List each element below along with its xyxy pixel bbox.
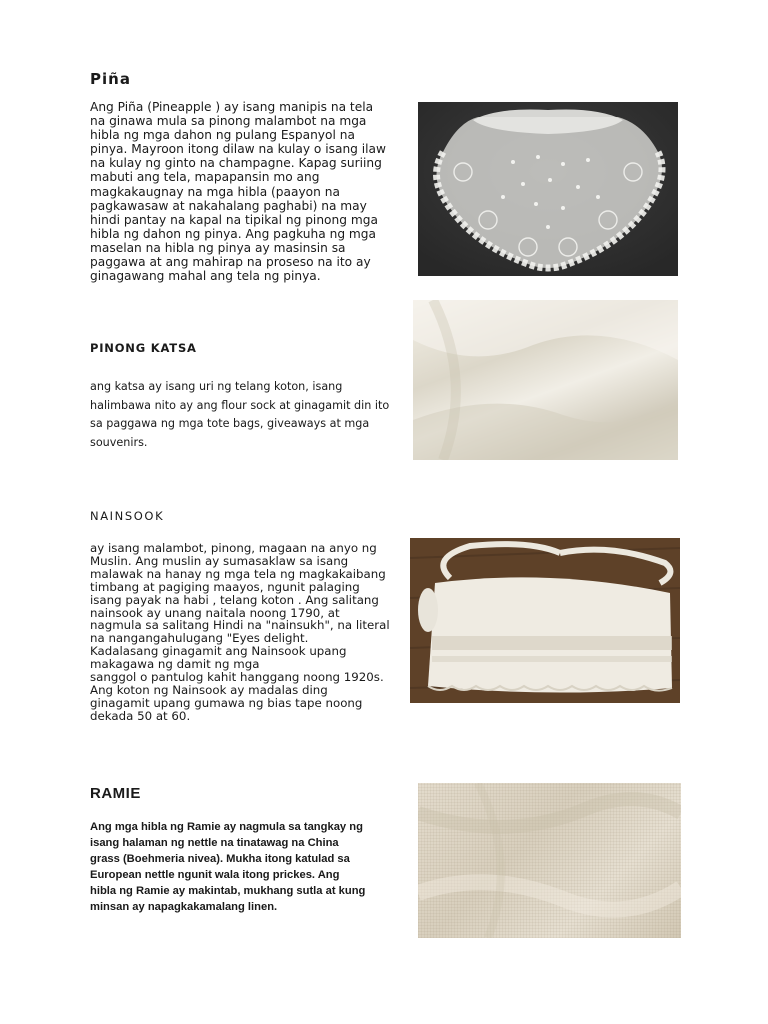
linen-fabric-photo <box>418 783 681 938</box>
pina-heading: Piña <box>90 70 131 88</box>
apron-photo <box>410 538 680 703</box>
embroidered-collar-photo <box>418 102 678 276</box>
nainsook-description: ay isang malambot, pinong, magaan na anyo ng Muslin. Ang muslin ay sumasaklaw sa isang malawak na hanay ng mga tela ng magkakaibang timbang at pagiging maayos, ngunit palaging isang payak na habi , telang koton . Ang salitang nainsook ay unang naitala noong 1790, at nagmula sa salitang Hindi na "nainsukh", na literal na nangangahulugang "Eyes delight. Kadalasang ginagamit ang Nainsook upang makagawa ng damit ng mga sanggol o pantulog kahit hanggang noong 1920s. Ang koton ng Nainsook ay madalas ding ginagamit upang gumawa ng bias tape noong dekada 50 at 60. <box>90 541 390 723</box>
pina-description: Ang Piña (Pineapple ) ay isang manipis na tela na ginawa mula sa pinong malambot na mga hibla ng mga dahon ng pulang Espanyol na pinya. Mayroon itong dilaw na kulay o isang ilaw na kulay ng ginto na champagne. Kapag suriing mabuti ang tela, mapapansin mo ang magkakaugnay na mga hibla (paayon na pagkawasaw at nakahalang paghabi) na may hindi pantay na kapal na tipikal ng pinong mga hibla ng dahon ng pinya. Ang pagkuha ng mga maselan na hibla ng pinya ay masinsin sa paggawa at ang mahirap na proseso na ito ay ginagawang mahal ang tela ng pinya. <box>90 100 386 284</box>
katsa-heading: PINONG KATSA <box>90 341 197 355</box>
nainsook-heading: NAINSOOK <box>90 509 165 523</box>
ramie-heading: RAMIE <box>90 785 141 802</box>
ramie-description: Ang mga hibla ng Ramie ay nagmula sa tangkay ng isang halaman ng nettle na tinatawag na China grass (Boehmeria nivea). Mukha itong katulad sa European nettle ngunit wala itong prickes. Ang hibla ng Ramie ay makintab, mukhang sutla at kung minsan ay napagkakamalang linen. <box>90 821 366 913</box>
katsa-description: ang katsa ay isang uri ng telang koton, isang halimbawa nito ay ang flour sock at ginagamit din ito sa paggawa ng mga tote bags, giveaways at mga souvenirs. <box>90 380 390 449</box>
cotton-fabric-photo <box>413 300 678 460</box>
